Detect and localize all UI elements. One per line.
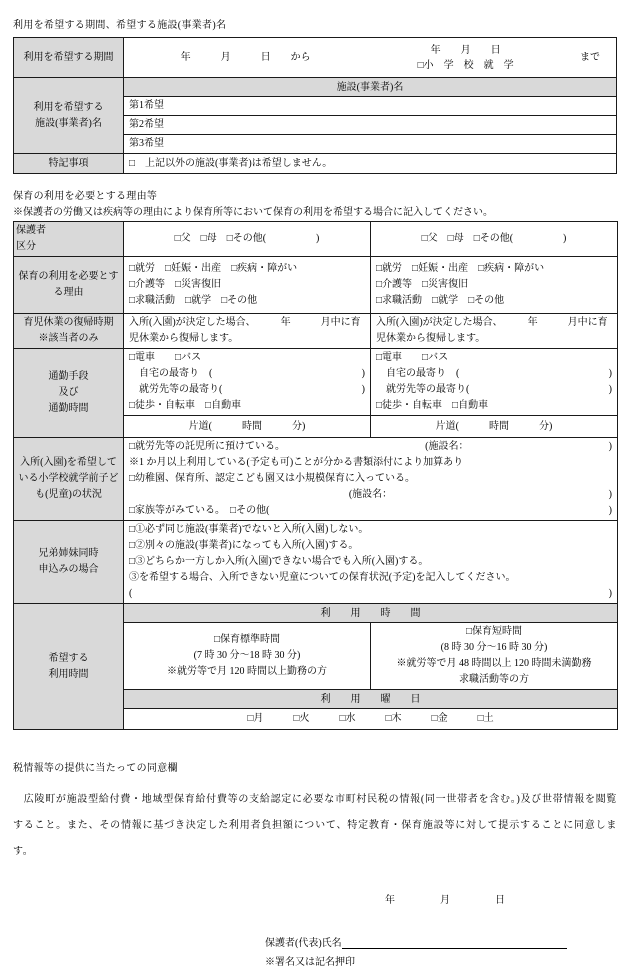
sibling-status-field: ( ): [129, 588, 612, 599]
commute2-mode1[interactable]: □電車 □バス: [376, 352, 449, 363]
guardian1-category-cell[interactable]: [124, 222, 371, 257]
usage-hours-label: 希望する 利用時間: [14, 604, 124, 730]
guardian2-reason-cell[interactable]: [371, 257, 618, 314]
reason1-line1[interactable]: □就労 □妊娠・出産 □疾病・障がい: [129, 263, 298, 274]
signature-note: ※署名又は記名押印: [265, 957, 355, 968]
guardian1-checkboxes[interactable]: □父 □母 □その他( ): [174, 233, 320, 244]
guardian2-checkboxes[interactable]: □父 □母 □その他( ): [421, 233, 567, 244]
guardian-category-row: [14, 222, 618, 257]
reason2-line1[interactable]: □就労 □妊娠・出産 □疾病・障がい: [376, 263, 545, 274]
commute2-work-station: 就労先等の最寄り( ): [376, 384, 612, 395]
parental-leave-label: 育児休業の復帰時期 ※該当者のみ: [14, 314, 124, 349]
weekday-checkboxes[interactable]: □月 □火 □水 □木 □金 □土: [124, 709, 618, 730]
signer-label: 保護者(代表)氏名: [265, 938, 342, 949]
guardian1-reason-cell[interactable]: [124, 257, 371, 314]
period-from-field[interactable]: 年 月 日 から: [180, 51, 311, 63]
reason1-line3[interactable]: □求職活動 □就学 □その他: [129, 295, 258, 306]
sibling-option3-note: ③を希望する場合、入所できない児童についての保育状況(予定)を記入してください。: [129, 572, 516, 583]
sibling-option2-checkbox[interactable]: □②別々の施設(事業者)になっても入所(入園)する。: [129, 540, 359, 551]
facility-header-row: [14, 78, 617, 97]
consent-paragraph: 広陵町が施設型給付費・地域型保育給付費等の支給認定に必要な市町村民税の情報(同一世帯者を含む。)及び世帯情報を閲覧すること。また、その情報に基づき決定した利用者負担額について、特定教育・保育施設等に対して提示することに同意します。: [13, 794, 617, 857]
short-hours-checkbox[interactable]: □保育短時間 (8 時 30 分～16 時 30 分) ※就労等で月 48 時間以上 120 時間未満勤務 求職活動等の方: [371, 623, 618, 690]
sibling-option3-checkbox[interactable]: □③どちらか一方しか入所(入園)できない場合でも入所(入園)する。: [129, 556, 429, 567]
facility-label: 利用を希望する 施設(事業者)名: [14, 78, 124, 154]
consent-date-field[interactable]: 年 月 日: [385, 895, 506, 906]
standard-hours-checkbox[interactable]: □保育標準時間 (7 時 30 分～18 時 30 分) ※就労等で月 120 時間以上勤務の方: [124, 623, 371, 690]
reason-row: [14, 257, 618, 314]
period-input-cell[interactable]: [124, 38, 617, 78]
child-status-cell[interactable]: [124, 438, 618, 521]
guardian2-category-cell[interactable]: [371, 222, 618, 257]
child-status-label: 入所(入園)を希望して いる小学校就学前子ど も(児童)の状況: [14, 438, 124, 521]
sibling-application-row: [14, 521, 618, 604]
reason2-line3[interactable]: □求職活動 □就学 □その他: [376, 295, 505, 306]
third-choice-input[interactable]: 第3希望: [124, 135, 617, 154]
guardian-category-label: 保護者 区分: [14, 222, 124, 257]
parental-leave-row: [14, 314, 618, 349]
second-choice-input[interactable]: 第2希望: [124, 116, 617, 135]
guardian1-leave-field[interactable]: 入所(入園)が決定した場合、 年 月中に育児休業から復帰します。: [124, 314, 371, 349]
sibling-option1-checkbox[interactable]: □①必ず同じ施設(事業者)でないと入所(入園)しない。: [129, 524, 369, 535]
sibling-options-cell[interactable]: [124, 521, 618, 604]
reason2-line2[interactable]: □介護等 □災害復旧: [376, 279, 469, 290]
commute1-home-station: 自宅の最寄り ( ): [129, 368, 365, 379]
no-other-facility-checkbox[interactable]: □ 上記以外の施設(事業者)は希望しません。: [124, 154, 617, 174]
commute-label: 通勤手段 及び 通勤時間: [14, 349, 124, 438]
commute1-mode2[interactable]: □徒歩・自転車 □自動車: [129, 400, 242, 411]
period-row: [14, 38, 617, 78]
childcare-reason-table: [13, 221, 618, 730]
elementary-school-checkbox[interactable]: □小 学 校 就 学: [417, 59, 514, 71]
status-attachment-note: ※1 か月以上利用している(予定も可)ことが分かる書類添付により加算あり: [129, 457, 464, 468]
guardian2-commute-cell[interactable]: [371, 349, 618, 416]
status-facility-name-field: (施設名： ): [348, 489, 612, 500]
section2-note: ※保護者の労働又は疾病等の理由により保育所等において保育の利用を希望する場合に記入してください。: [13, 207, 493, 218]
guardian1-oneway-field[interactable]: 片道( 時間 分): [124, 416, 371, 438]
sibling-label: 兄弟姉妹同時 申込みの場合: [14, 521, 124, 604]
signature-row: [13, 934, 617, 949]
reason1-line2[interactable]: □介護等 □災害復旧: [129, 279, 222, 290]
first-choice-input[interactable]: 第1希望: [124, 97, 617, 116]
guardian1-commute-cell[interactable]: [124, 349, 371, 416]
section2-title: 保育の利用を必要とする理由等: [13, 191, 158, 202]
period-made-label: まで: [580, 51, 600, 63]
status-family-checkbox: □家族等がみている。 □その他( ): [129, 505, 612, 516]
commute2-home-station: 自宅の最寄り ( ): [376, 368, 612, 379]
commute2-mode2[interactable]: □徒歩・自転車 □自動車: [376, 400, 489, 411]
period-label: 利用を希望する期間: [14, 38, 124, 78]
commute1-mode1[interactable]: □電車 □バス: [129, 352, 202, 363]
desired-period-facility-table: [13, 37, 617, 174]
section1-title: 利用を希望する期間、希望する施設(事業者)名: [13, 20, 227, 31]
facility-name-header: 施設(事業者)名: [124, 78, 617, 97]
status-daycare-checkbox: □就労先等の託児所に預けている。 (施設名： ): [129, 441, 612, 452]
section3-title: 税情報等の提供に当たっての同意欄: [13, 763, 178, 774]
guardian2-oneway-field[interactable]: 片道( 時間 分): [371, 416, 618, 438]
usage-days-header: 利 用 曜 日: [124, 690, 618, 709]
guardian2-leave-field[interactable]: 入所(入園)が決定した場合、 年 月中に育児休業から復帰します。: [371, 314, 618, 349]
reason-label: 保育の利用を必要とする理由: [14, 257, 124, 314]
usage-hours-header-row: [14, 604, 618, 623]
commute-row: [14, 349, 618, 416]
commute1-work-station: 就労先等の最寄り( ): [129, 384, 365, 395]
period-to-field[interactable]: 年 月 日: [430, 44, 501, 56]
child-status-row: [14, 438, 618, 521]
signature-input-line[interactable]: [342, 936, 567, 949]
special-notes-label: 特記事項: [14, 154, 124, 174]
special-notes-row: [14, 154, 617, 174]
usage-hours-header: 利 用 時 間: [124, 604, 618, 623]
status-kindergarten-checkbox[interactable]: □幼稚園、保育所、認定こども園又は小規模保育に入っている。: [129, 473, 416, 484]
